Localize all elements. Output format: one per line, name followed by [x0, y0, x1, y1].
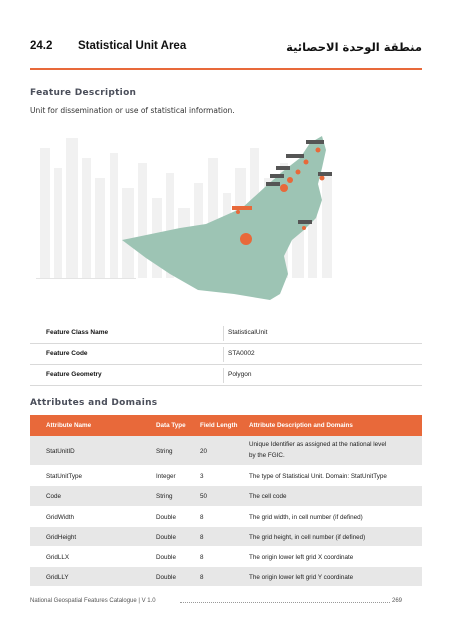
- feature-info-key: Feature Class Name: [46, 329, 109, 336]
- marker-al-ain: [302, 226, 306, 230]
- section-header: [30, 40, 422, 62]
- cell-attribute-name: StatUnitID: [46, 448, 75, 455]
- cell-data-type: Integer: [156, 473, 176, 480]
- cell-description-line2: by the FGIC.: [249, 452, 285, 459]
- column-divider: [223, 368, 224, 383]
- table-row: [30, 507, 422, 527]
- header-rule: [30, 68, 422, 70]
- cell-field-length: 50: [200, 493, 208, 500]
- feature-info-value: Polygon: [228, 371, 252, 378]
- feature-info-row: [30, 344, 422, 365]
- feature-info-row: [30, 365, 422, 386]
- cell-attribute-name: GridHeight: [46, 534, 77, 541]
- cell-description: The origin lower left grid X coordinate: [249, 554, 354, 561]
- cell-description: Unique Identifier as assigned at the national level: [249, 441, 387, 448]
- marker-sharjah: [287, 177, 293, 183]
- footer-dot-leader: [180, 602, 390, 603]
- column-header-data-type: Data Type: [156, 422, 186, 429]
- cell-field-length: 8: [200, 534, 204, 541]
- column-divider: [223, 347, 224, 362]
- feature-description-heading: Feature Description: [30, 88, 137, 98]
- column-header-description: Attribute Description and Domains: [249, 422, 353, 429]
- section-title: Statistical Unit Area: [78, 40, 187, 52]
- uae-map: [30, 128, 340, 306]
- table-row: [30, 486, 422, 507]
- marker-uaq: [304, 160, 309, 165]
- cell-field-length: 8: [200, 554, 204, 561]
- feature-info-row: [30, 323, 422, 344]
- cell-attribute-name: GridWidth: [46, 514, 74, 521]
- cell-description: The grid width, in cell number (if defined): [249, 514, 363, 521]
- cell-data-type: Double: [156, 574, 176, 581]
- marker-west: [236, 210, 240, 214]
- cell-data-type: Double: [156, 514, 176, 521]
- feature-info-value: STA0002: [228, 350, 255, 357]
- table-row: [30, 527, 422, 547]
- cell-field-length: 8: [200, 574, 204, 581]
- cell-attribute-name: StatUnitType: [46, 473, 83, 480]
- footer-text: National Geospatial Features Catalogue | V 1.0: [30, 598, 156, 604]
- cell-attribute-name: GridLLX: [46, 554, 70, 561]
- marker-fujairah: [320, 176, 325, 181]
- table-row: [30, 436, 422, 466]
- cell-description: The origin lower left grid Y coordinate: [249, 574, 354, 581]
- cell-data-type: Double: [156, 534, 176, 541]
- cell-attribute-name: Code: [46, 493, 62, 500]
- cell-description: The grid height, in cell number (if defined): [249, 534, 366, 541]
- cell-description: The cell code: [249, 493, 287, 500]
- feature-info-key: Feature Code: [46, 350, 88, 357]
- feature-info-value: StatisticalUnit: [228, 329, 268, 336]
- page-number: 269: [391, 598, 402, 604]
- cell-field-length: 8: [200, 514, 204, 521]
- attributes-table-header: [30, 415, 422, 436]
- cell-description: The type of Statistical Unit. Domain: StatUnitType: [249, 473, 387, 480]
- cell-field-length: 20: [200, 448, 208, 455]
- marker-ajman: [296, 170, 301, 175]
- page-footer: [30, 598, 422, 610]
- cell-data-type: String: [156, 448, 173, 455]
- section-title-arabic: منطقة الوحدة الاحصائية: [286, 40, 422, 54]
- attributes-heading: Attributes and Domains: [30, 398, 158, 408]
- table-row: [30, 547, 422, 567]
- cell-attribute-name: GridLLY: [46, 574, 69, 581]
- feature-info-key: Feature Geometry: [46, 371, 102, 378]
- feature-description-text: Unit for dissemination or use of statistical information.: [30, 106, 235, 115]
- cell-field-length: 3: [200, 473, 204, 480]
- marker-rak: [316, 148, 321, 153]
- section-number: 24.2: [30, 40, 53, 52]
- column-header-field-length: Field Length: [200, 422, 238, 429]
- table-row: [30, 567, 422, 587]
- map-illustration: [30, 128, 340, 306]
- cell-data-type: String: [156, 493, 173, 500]
- column-header-attribute-name: Attribute Name: [46, 422, 92, 429]
- cell-data-type: Double: [156, 554, 176, 561]
- marker-abu-dhabi: [240, 233, 252, 245]
- marker-dubai: [280, 184, 288, 192]
- column-divider: [223, 326, 224, 341]
- table-row: [30, 466, 422, 486]
